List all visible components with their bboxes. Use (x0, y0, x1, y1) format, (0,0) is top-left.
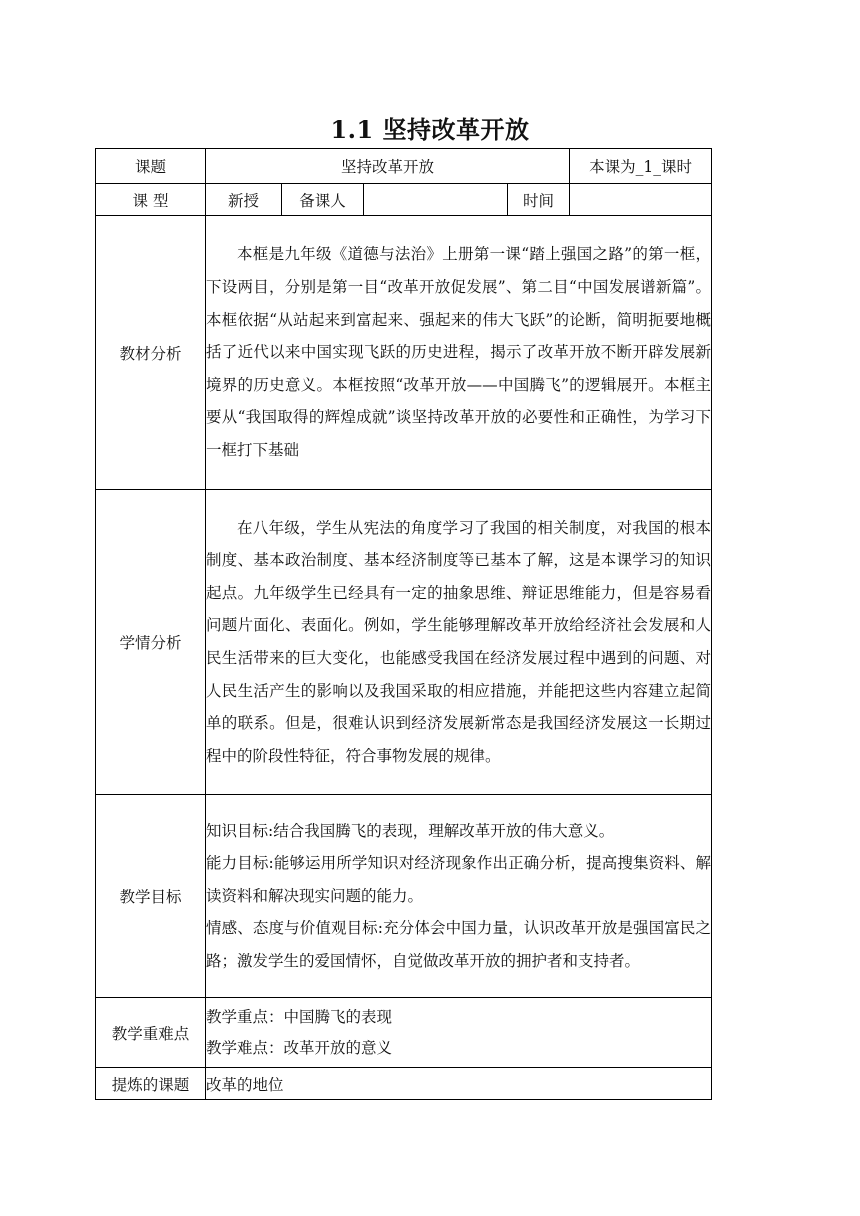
preparer-label: 备课人 (282, 184, 364, 216)
row-topic (96, 149, 712, 184)
student-analysis-text (206, 490, 712, 795)
key-points-content (206, 998, 712, 1068)
period-value: 本课为_1_课时 (570, 149, 712, 184)
objectives-label: 教学目标 (96, 795, 206, 998)
topic-value: 坚持改革开放 (206, 149, 570, 184)
row-refined-topic (96, 1068, 712, 1100)
preparer-value (364, 184, 508, 216)
student-analysis-label: 学情分析 (96, 490, 206, 795)
time-label: 时间 (508, 184, 570, 216)
lesson-type-label: 课 型 (96, 184, 206, 216)
difficult-point: 教学难点：改革开放的意义 (206, 1038, 393, 1057)
ability-objective: 能力目标:能够运用所学知识对经济现象作出正确分析，提高搜集资料、解读资料和解决现实问题的能力。 (206, 854, 712, 905)
lesson-type-value: 新授 (206, 184, 282, 216)
topic-label: 课题 (96, 149, 206, 184)
student-analysis-paragraph: 在八年级，学生从宪法的角度学习了我国的相关制度，对我国的根本制度、基本政治制度、基本经济制度等已基本了解，这是本课学习的知识起点。九年级学生已经具有一定的抽象思维、辩证思维能力，但是容易看问题片面化、表面化。例如，学生能够理解改革开放给经济社会发展和人民生活带来的巨大变化，也能感受我国在经济发展过程中遇到的问题、对人民生活产生的影响以及我国采取的相应措施，并能把这些内容建立起简单的联系。但是，很难认识到经济发展新常态是我国经济发展这一长期过程中的阶段性特征，符合事物发展的规律。 (206, 518, 712, 765)
knowledge-objective: 知识目标:结合我国腾飞的表现，理解改革开放的伟大意义。 (206, 821, 615, 840)
time-value (570, 184, 712, 216)
lesson-plan-table (95, 148, 712, 1100)
row-material-analysis (96, 216, 712, 490)
material-analysis-label: 教材分析 (96, 216, 206, 490)
objectives-content (206, 795, 712, 998)
refined-topic-value: 改革的地位 (206, 1068, 712, 1100)
refined-topic-label: 提炼的课题 (96, 1068, 206, 1100)
key-points-label: 教学重难点 (96, 998, 206, 1068)
document-title: 1.1 坚持改革开放 (330, 115, 530, 144)
row-key-points (96, 998, 712, 1068)
row-student-analysis (96, 490, 712, 795)
material-analysis-paragraph: 本框是九年级《道德与法治》上册第一课“踏上强国之路”的第一框，下设两目，分别是第一目“改革开放促发展”、第二目“中国发展谱新篇”。本框依据“从站起来到富起来、强起来的伟大飞跃”的论断，简明扼要地概括了近代以来中国实现飞跃的历史进程，揭示了改革开放不断开辟发展新境界的历史意义。本框按照“改革开放——中国腾飞”的逻辑展开。本框主要从“我国取得的辉煌成就”谈坚持改革开放的必要性和正确性，为学习下一框打下基础 (206, 245, 712, 459)
material-analysis-text (206, 216, 712, 490)
key-point: 教学重点：中国腾飞的表现 (206, 1007, 393, 1026)
row-lesson-type (96, 184, 712, 216)
emotion-objective: 情感、态度与价值观目标:充分体会中国力量，认识改革开放是强国富民之路；激发学生的爱国情怀，自觉做改革开放的拥护者和支持者。 (206, 919, 712, 970)
row-objectives (96, 795, 712, 998)
